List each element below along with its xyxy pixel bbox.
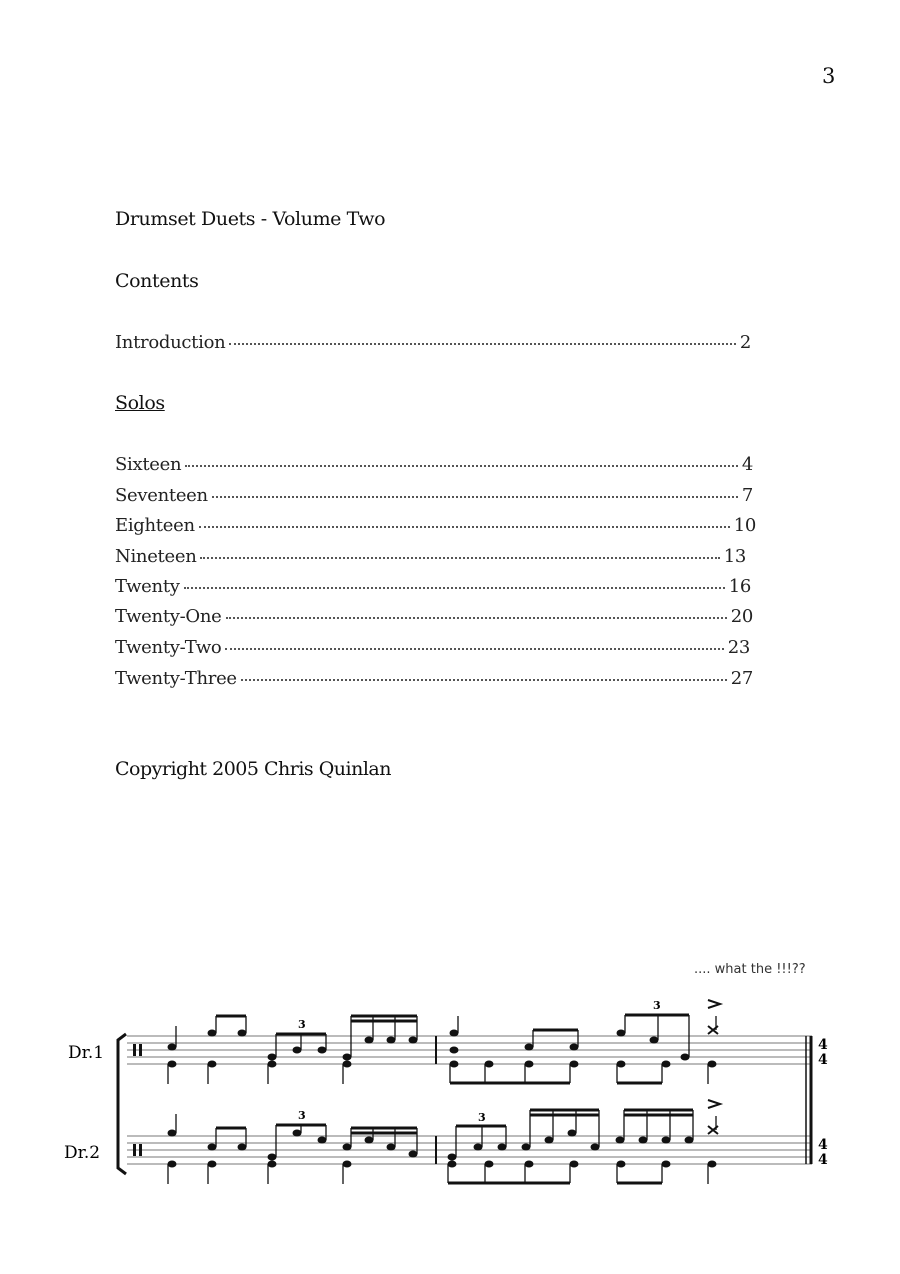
triplet-mark: 3 xyxy=(653,999,661,1012)
staff-label-dr2: Dr.2 xyxy=(64,1143,101,1163)
staff-2-notes xyxy=(168,1100,721,1184)
page-number: 3 xyxy=(822,64,836,88)
time-sig-denominator: 4 xyxy=(818,1152,828,1168)
toc-entry-label: Twenty-Three xyxy=(115,668,237,689)
toc-leader-dots xyxy=(229,343,735,345)
toc-entry-page: 20 xyxy=(730,606,753,627)
toc-entry-twenty-three[interactable] xyxy=(115,668,753,689)
system-bracket xyxy=(118,1034,126,1174)
toc-leader-dots xyxy=(199,526,730,528)
toc-entry-page: 4 xyxy=(741,454,753,475)
toc-entry-label: Eighteen xyxy=(115,515,195,536)
solos-heading: Solos xyxy=(115,392,165,414)
toc-entry-twenty-one[interactable] xyxy=(115,606,753,627)
toc-leader-dots xyxy=(212,496,738,498)
contents-heading: Contents xyxy=(115,270,199,292)
staff-2-lines xyxy=(127,1136,812,1164)
toc-entry-label: Twenty-One xyxy=(115,606,222,627)
toc-leader-dots xyxy=(185,465,738,467)
staff-1-lines xyxy=(127,1036,812,1064)
copyright-notice: Copyright 2005 Chris Quinlan xyxy=(115,758,391,780)
document-title: Drumset Duets - Volume Two xyxy=(115,208,386,230)
toc-entry-page: 16 xyxy=(728,576,751,597)
toc-entry-label: Twenty-Two xyxy=(115,637,222,658)
toc-leader-dots xyxy=(225,648,723,650)
toc-leader-dots xyxy=(200,557,719,559)
toc-entry-label: Introduction xyxy=(115,332,226,353)
toc-entry-page: 10 xyxy=(733,515,756,536)
toc-entry-introduction[interactable] xyxy=(115,332,751,353)
toc-entry-page: 13 xyxy=(723,546,746,567)
toc-entry-page: 27 xyxy=(730,668,753,689)
final-barline xyxy=(806,1036,811,1164)
triplet-mark: 3 xyxy=(478,1111,486,1124)
staff-1-notes xyxy=(168,1000,721,1084)
toc-entry-seventeen[interactable] xyxy=(115,485,753,506)
toc-entry-label: Sixteen xyxy=(115,454,182,475)
toc-entry-label: Twenty xyxy=(115,576,180,597)
toc-entry-eighteen[interactable] xyxy=(115,515,756,536)
toc-entry-page: 7 xyxy=(741,485,753,506)
toc-entry-sixteen[interactable] xyxy=(115,454,753,475)
toc-leader-dots xyxy=(241,679,727,681)
toc-entry-label: Seventeen xyxy=(115,485,208,506)
toc-entry-nineteen[interactable] xyxy=(115,546,746,567)
toc-entry-twenty-two[interactable] xyxy=(115,637,750,658)
time-sig-denominator: 4 xyxy=(818,1052,828,1068)
score-annotation: .... what the !!!?? xyxy=(694,962,806,977)
toc-entry-page: 23 xyxy=(727,637,750,658)
time-sig-numerator: 4 xyxy=(818,1037,828,1053)
triplet-mark: 3 xyxy=(298,1018,306,1031)
toc-entry-label: Nineteen xyxy=(115,546,197,567)
triplet-mark: 3 xyxy=(298,1109,306,1122)
toc-entry-twenty[interactable] xyxy=(115,576,751,597)
toc-leader-dots xyxy=(226,617,727,619)
staff-label-dr1: Dr.1 xyxy=(68,1043,105,1063)
toc-leader-dots xyxy=(184,587,725,589)
time-sig-numerator: 4 xyxy=(818,1137,828,1153)
toc-entry-page: 2 xyxy=(739,332,751,353)
drum-score xyxy=(0,990,900,1190)
